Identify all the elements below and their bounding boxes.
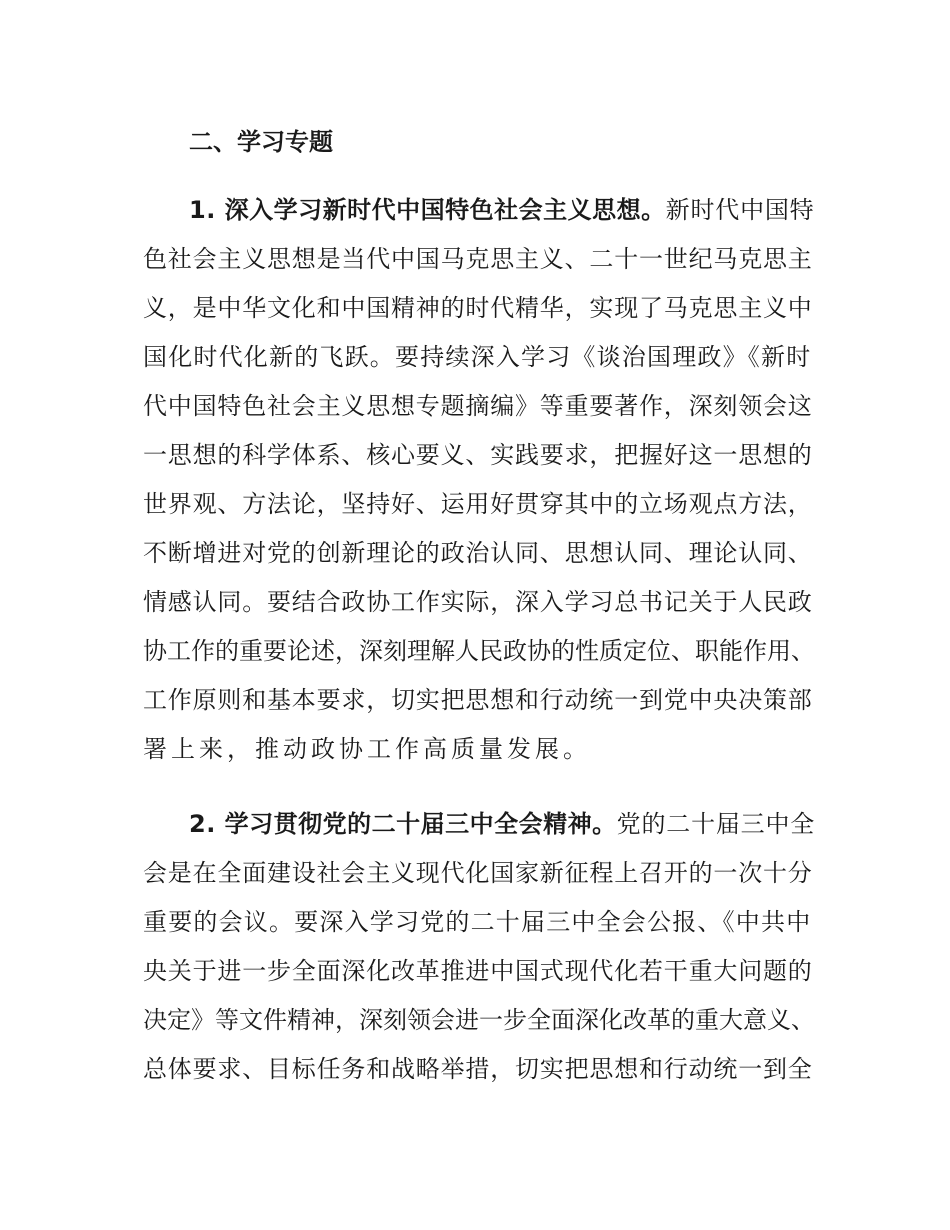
paragraph-line: 署上来，推动政协工作高质量发展。	[143, 735, 591, 763]
paragraph-line: 重要的会议。要深入学习党的二十届三中全会公报、《中共中	[143, 908, 812, 936]
topic-paragraph-1	[143, 186, 813, 774]
paragraph-line-text: 党的二十届三中全	[616, 810, 816, 838]
paragraph-line: 色社会主义思想是当代中国马克思主义、二十一世纪马克思主	[143, 245, 813, 273]
topic-paragraph-2	[143, 800, 816, 1094]
paragraph-line: 情感认同。要结合政协工作实际，深入学习总书记关于人民政	[143, 588, 813, 616]
paragraph-line: 一思想的科学体系、核心要义、实践要求，把握好这一思想的	[143, 441, 813, 469]
topic-lead-1: 1. 深入学习新时代中国特色社会主义思想。	[189, 196, 666, 224]
paragraph-line: 总体要求、目标任务和战略举措，切实把思想和行动统一到全	[143, 1055, 813, 1083]
paragraph-line: 决定》等文件精神，深刻领会进一步全面深化改革的重大意义、	[143, 1006, 815, 1034]
paragraph-line: 义，是中华文化和中国精神的时代精华，实现了马克思主义中	[143, 294, 813, 322]
paragraph-line	[143, 186, 813, 235]
paragraph-line: 央关于进一步全面深化改革推进中国式现代化若干重大问题的	[143, 957, 813, 985]
paragraph-line: 会是在全面建设社会主义现代化国家新征程上召开的一次十分	[143, 859, 813, 887]
paragraph-line: 国化时代化新的飞跃。要持续深入学习《谈治国理政》《新时	[143, 343, 812, 371]
paragraph-line: 协工作的重要论述，深刻理解人民政协的性质定位、职能作用、	[143, 637, 815, 665]
section-heading: 二、学习专题	[189, 128, 333, 156]
paragraph-line: 世界观、方法论，坚持好、运用好贯穿其中的立场观点方法，	[143, 490, 813, 518]
paragraph-line-text: 新时代中国特	[665, 196, 815, 224]
paragraph-line: 工作原则和基本要求，切实把思想和行动统一到党中央决策部	[143, 686, 813, 714]
topic-lead-2: 2. 学习贯彻党的二十届三中全会精神。	[189, 810, 617, 838]
paragraph-line	[143, 800, 816, 849]
paragraph-line: 不断增进对党的创新理论的政治认同、思想认同、理论认同、	[143, 539, 813, 567]
paragraph-line: 代中国特色社会主义思想专题摘编》等重要著作，深刻领会这	[143, 392, 813, 420]
